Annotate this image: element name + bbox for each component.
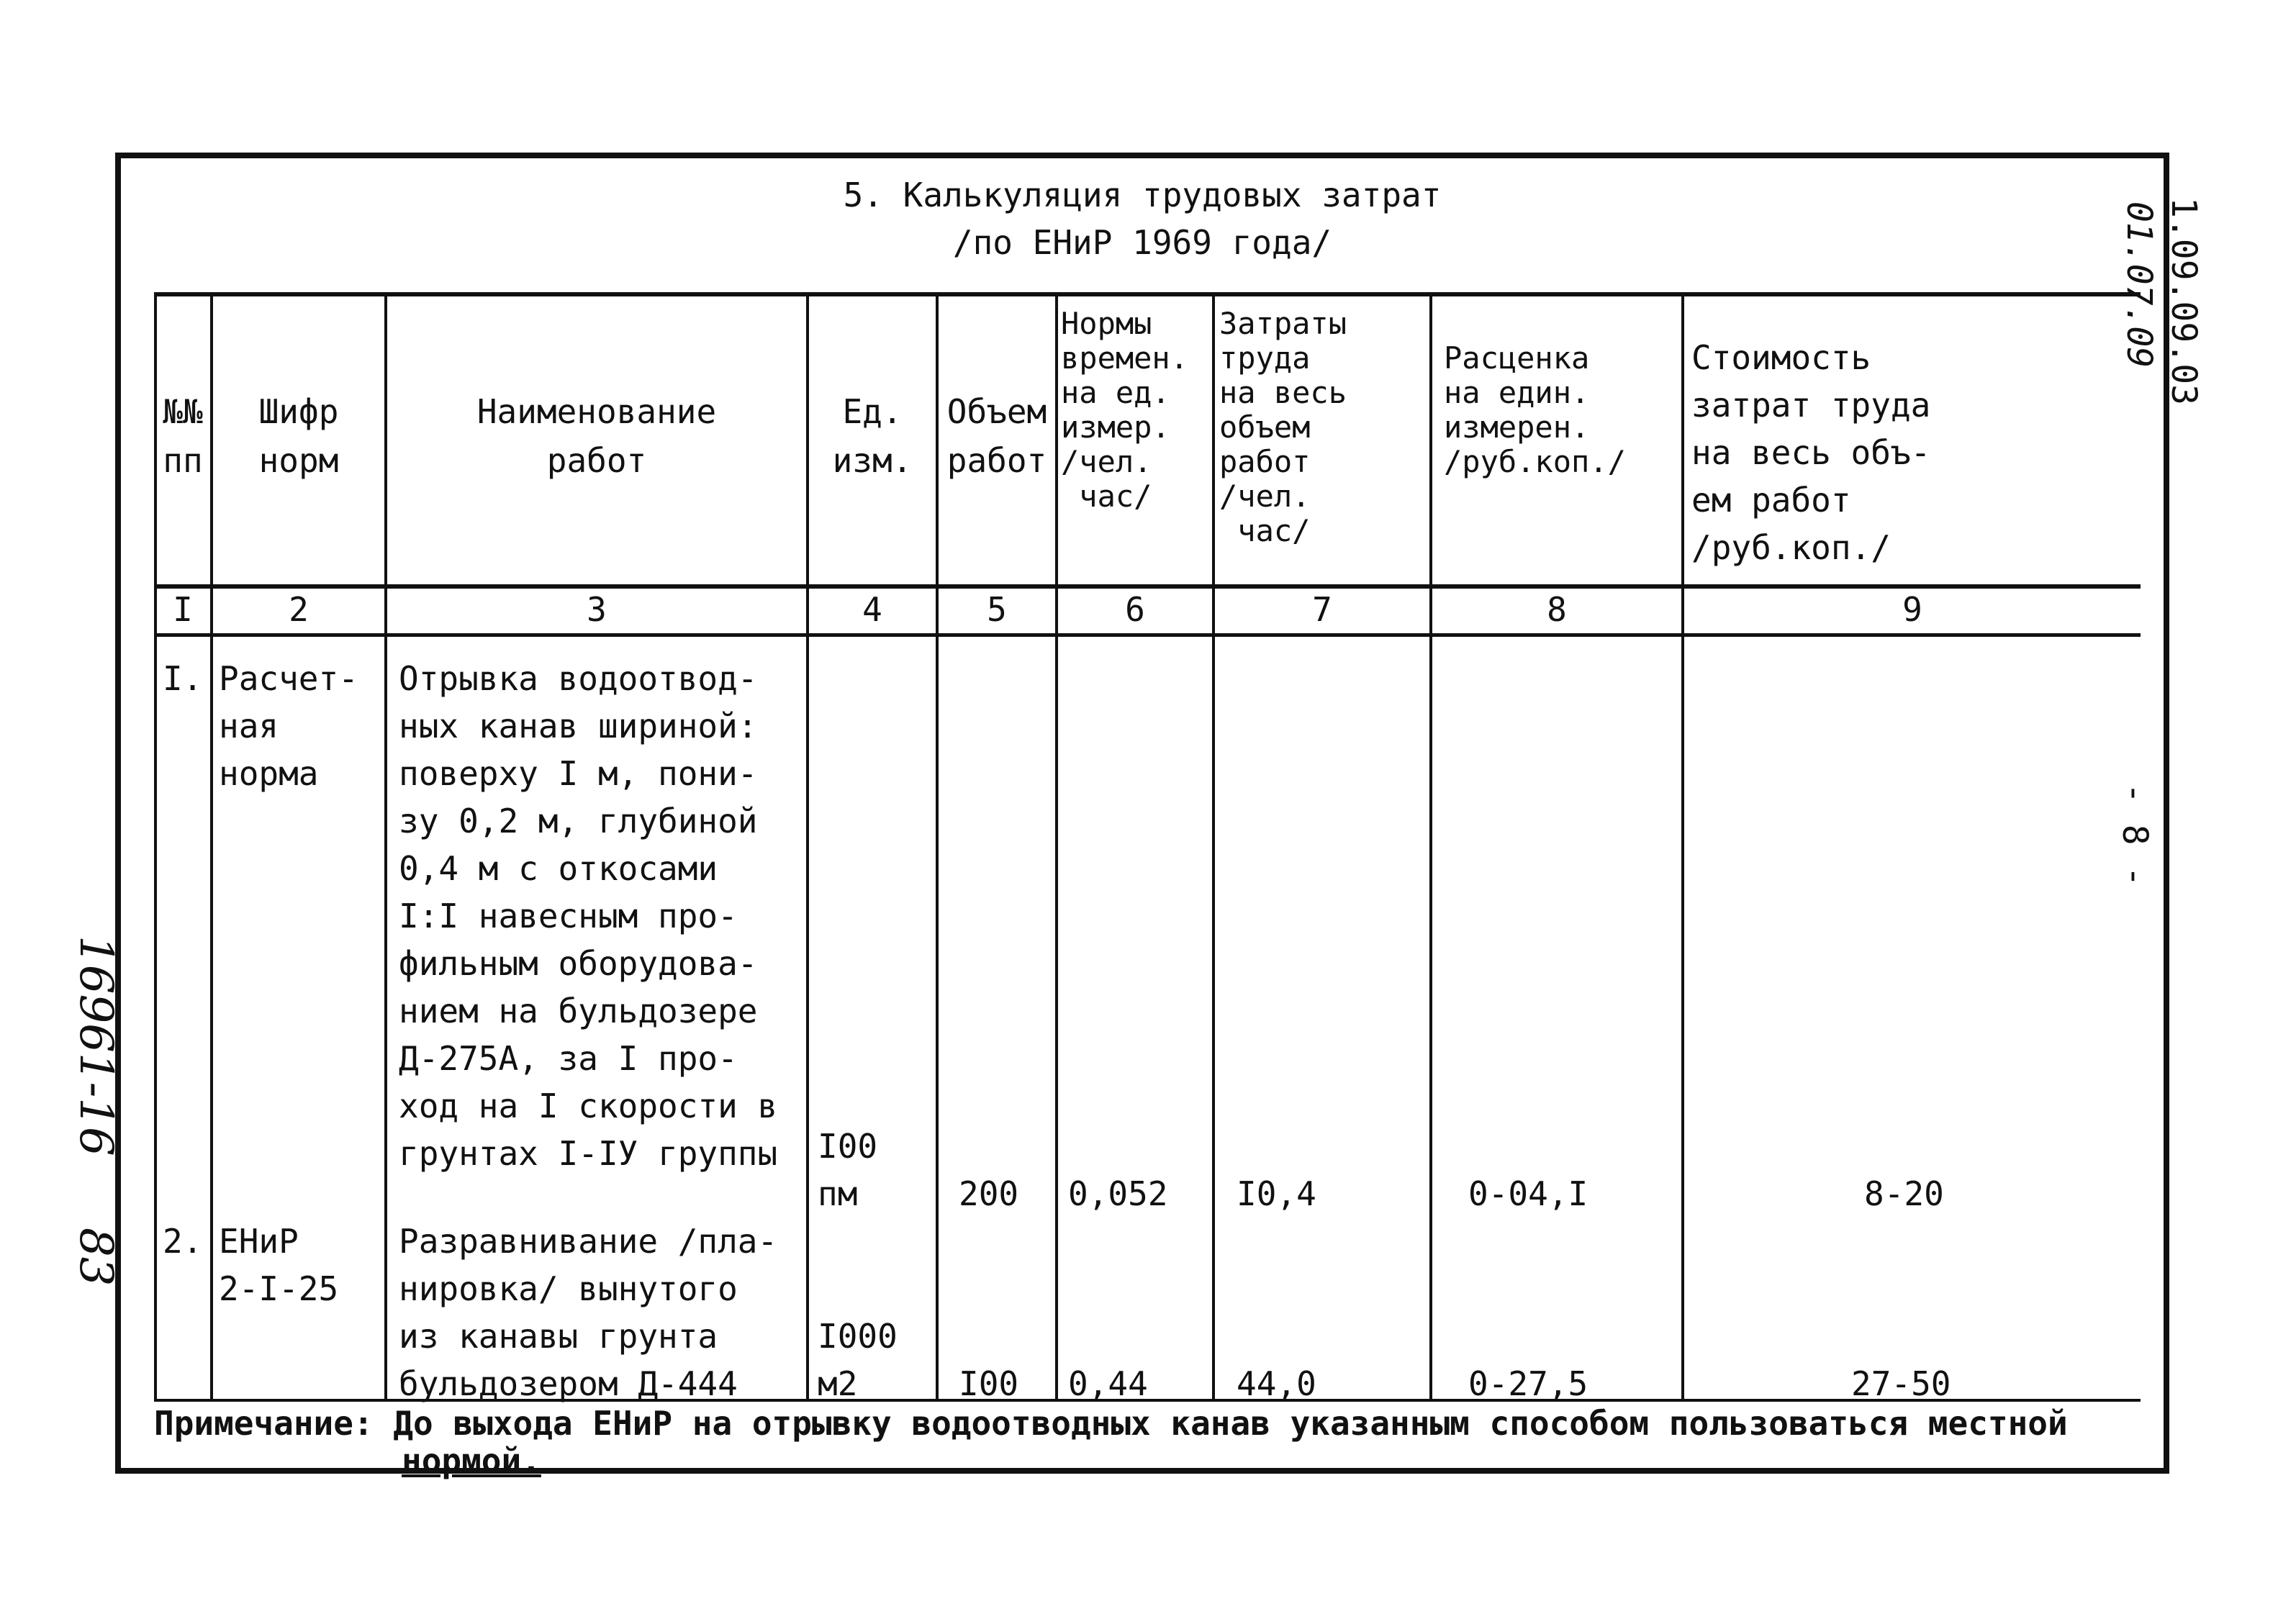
column-number: 9	[1902, 590, 1922, 629]
document-title: 5. Калькуляция трудовых затрат	[843, 176, 1442, 214]
column-number: 8	[1547, 590, 1567, 629]
row1-time-norm: 0,052	[1068, 1174, 1168, 1213]
header-work-name: Наименование работ	[476, 392, 717, 480]
header-volume: Объем работ	[946, 392, 1047, 480]
column-number: 7	[1312, 590, 1332, 629]
side-code-secondary: 01.07.09	[2119, 201, 2159, 368]
col-divider	[1429, 292, 1432, 1400]
col-divider	[1055, 292, 1058, 1400]
header-unit: Ед. изм.	[832, 392, 913, 480]
header-cost: Стоимость затрат труда на весь объ- ем работ /руб.коп./	[1691, 338, 1931, 567]
column-number: 3	[587, 590, 607, 629]
header-rate: Расценка на един. измерен. /руб.коп./	[1444, 340, 1626, 479]
row2-rate: 0-27,5	[1468, 1364, 1588, 1403]
page-number: - 8 -	[2115, 783, 2155, 887]
row2-unit: I000 м2	[818, 1317, 898, 1403]
row2-labor-total: 44,0	[1237, 1364, 1316, 1403]
row2-norm-code: ЕНиР 2-I-25	[219, 1222, 339, 1308]
column-number: 6	[1125, 590, 1145, 629]
row1-volume: 200	[959, 1174, 1019, 1213]
note-text-continued: нормой.	[402, 1441, 541, 1480]
document-subtitle: /по ЕНиР 1969 года/	[952, 223, 1332, 262]
column-number: 4	[862, 590, 882, 629]
col-divider	[1681, 292, 1684, 1400]
row2-cost: 27-50	[1851, 1364, 1951, 1403]
header-labor-total: Затраты труда на весь объем работ /чел. час/	[1219, 306, 1347, 548]
header-bottom-rule	[154, 584, 2141, 589]
table-frame	[115, 153, 2204, 1480]
note-text: До выхода ЕНиР на отрывку водоотводных канав указанным способом пользоваться местной	[393, 1404, 2068, 1443]
side-code-primary: 1.09.09.03	[2164, 197, 2204, 405]
handwritten-archive-mark: 83	[69, 1228, 122, 1287]
row1-labor-total: I0,4	[1237, 1174, 1316, 1213]
row2-volume: I00	[959, 1364, 1019, 1403]
row2-work-name: Разравнивание /пла- нировка/ вынутого из канавы грунта бульдозером Д-444	[399, 1222, 778, 1403]
row1-unit: I00 пм	[818, 1127, 878, 1213]
note-label: Примечание:	[154, 1404, 374, 1443]
handwritten-archive-number: 16961-16	[69, 935, 122, 1156]
header-norm-code: Шифр норм	[258, 392, 339, 480]
col-divider	[1212, 292, 1215, 1400]
column-number: I	[173, 590, 193, 629]
column-number: 2	[289, 590, 309, 629]
header-top-rule	[154, 292, 2141, 296]
column-numbers-rule	[154, 633, 2141, 637]
row1-cost: 8-20	[1864, 1174, 1944, 1213]
header-time-norm: Нормы времен. на ед. измер. /чел. час/	[1061, 306, 1189, 514]
column-number: 5	[987, 590, 1007, 629]
row1-rate: 0-04,I	[1468, 1174, 1588, 1213]
row2-time-norm: 0,44	[1068, 1364, 1148, 1403]
row1-number: I.	[163, 659, 203, 698]
row2-number: 2.	[163, 1222, 203, 1261]
table-note	[154, 1405, 2068, 1479]
row1-work-name: Отрывка водоотвод- ных канав шириной: поверху I м, пони- зу 0,2 м, глубиной 0,4 м с откосами I:I навесным про- фильным оборудова- нием на бульдозере Д-275А, за I про- ход на I скорости в грунтах I-IУ группы	[399, 659, 778, 1173]
header-row-number: №№ пп	[163, 392, 203, 480]
row1-norm-code: Расчет- ная норма	[219, 659, 358, 793]
